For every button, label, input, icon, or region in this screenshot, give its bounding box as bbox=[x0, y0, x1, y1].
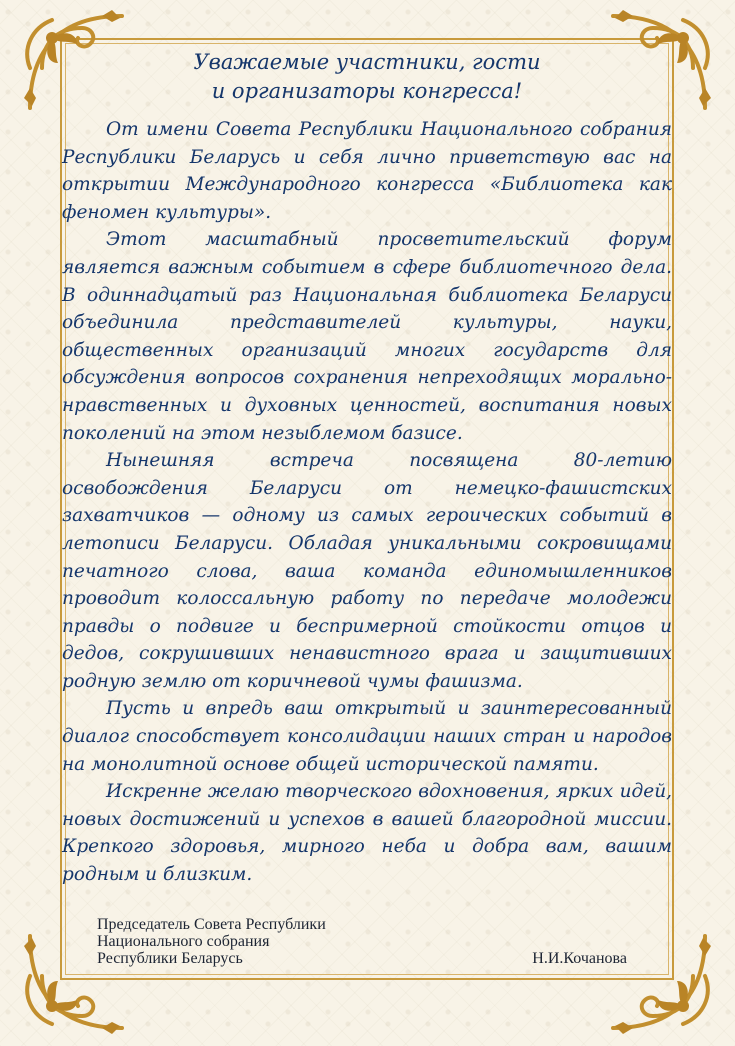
signatory-name: Н.И.Кочанова bbox=[532, 950, 627, 967]
letter-body bbox=[62, 48, 672, 889]
paragraph: Нынешняя встреча посвящена 80-летию освобождения Беларуси от немецко-фашистских захватчиков — одному из самых героических событий в летописи Беларуси. Обладая уникальными сокровищами печатного слова, ваша команда единомышленников проводит колоссальную работу по передаче молодежи правды о подвиге и беспримерной стойкости отцов и дедов, сокрушивших ненавистного врага и защитивших родную землю от коричневой чумы фашизма. bbox=[62, 450, 672, 692]
signature-position: Республики Беларусь bbox=[97, 950, 243, 967]
greeting-title-line: Уважаемые участники, гости bbox=[193, 50, 541, 74]
paragraph: От имени Совета Республики Национального собрания Республики Беларусь и себя лично приветствую вас на открытии Международного конгресса «Библиотека как феномен культуры». bbox=[62, 119, 672, 223]
paragraph: Искренне желаю творческого вдохновения, ярких идей, новых достижений и успехов в вашей благородной миссии. Крепкого здоровья, мирного неба и добра вам, вашим родным и близким. bbox=[62, 781, 672, 886]
signature-position: Председатель Совета Республики bbox=[97, 916, 326, 933]
paragraph: Этот масштабный просветительский форум является важным событием в сфере библиотечного дела. В одиннадцатый раз Национальная библиотека Беларуси объединила представителей культуры, науки, общественных организаций многих государств для обсуждения вопросов сохранения непреходящих морально-нравственных и духовных ценностей, воспитания новых поколений на этом незыблемом базисе. bbox=[62, 229, 672, 444]
paragraph: Пусть и впредь ваш открытый и заинтересованный диалог способствует консолидации наших стран и народов на монолитной основе общей исторической памяти. bbox=[62, 698, 672, 775]
greeting-title bbox=[62, 48, 672, 106]
signature-position: Национального собрания bbox=[97, 933, 270, 950]
signature-block bbox=[97, 916, 627, 967]
greeting-title-line: и организаторы конгресса! bbox=[211, 79, 523, 103]
